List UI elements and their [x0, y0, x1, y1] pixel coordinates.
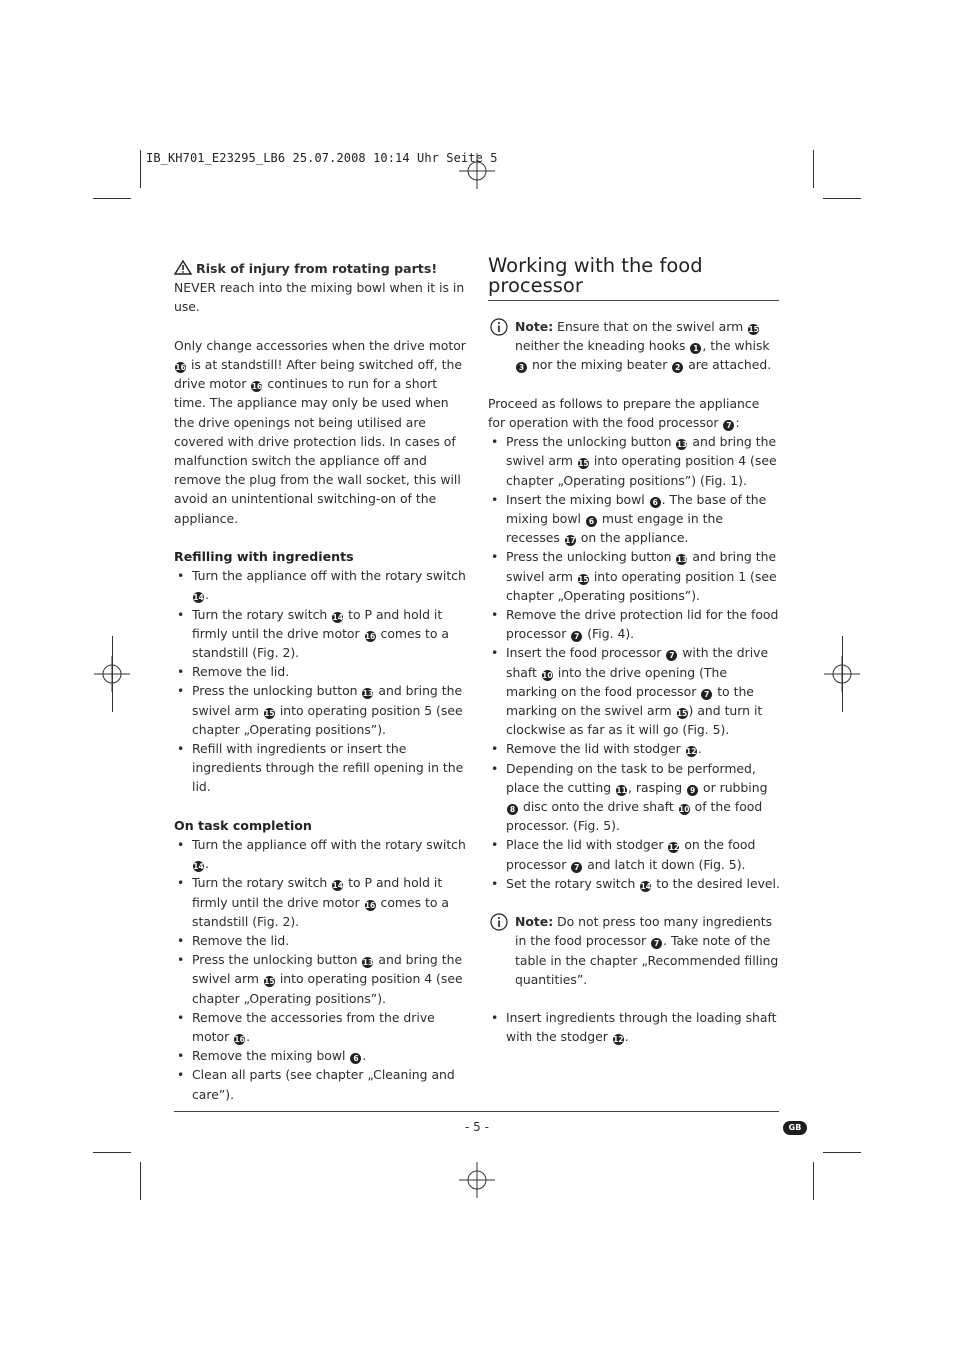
info-icon	[490, 913, 508, 931]
crop-mark	[140, 1162, 141, 1200]
intro-paragraph: Proceed as follows to prepare the appliance for operation with the food processor 7 :	[488, 395, 760, 430]
refill-list	[174, 566, 466, 796]
list-item: • Turn the rotary switch 14 to P and hold it firmly until the drive motor 16 comes to a standstill (Fig. 2).	[174, 605, 466, 663]
list-item: • Depending on the task to be performed, place the cutting 11, rasping 9 or rubbing 8 disc onto the drive shaft 10 of the food processor. (Fig. 5).	[488, 759, 780, 836]
list-item: • Insert ingredients through the loading shaft with the stodger 12.	[488, 1008, 780, 1046]
accessories-paragraph: Only change accessories when the drive motor 16 is at standstill! After being switched off, the drive motor 16 continues to run for a short time. The appliance may only be used when the drive openings not being utilised are covered with drive protection lids. In cases of malfunction switch the appliance off and remove the plug from the wall socket, this will avoid an unintentional switching-on of the appliance.	[174, 337, 466, 526]
steps-list	[488, 432, 780, 893]
crop-mark	[813, 150, 814, 188]
crop-mark	[93, 1152, 131, 1153]
list-item: • Remove the drive protection lid for the food processor 7 (Fig. 4).	[488, 605, 780, 643]
info-icon	[490, 318, 508, 336]
list-item: • Turn the appliance off with the rotary switch 14.	[174, 566, 466, 604]
footer-divider	[174, 1111, 779, 1112]
list-item: • Press the unlocking button 13 and bring the swivel arm 15 into operating position 4 (see chapter „Operating positions”) (Fig. 1).	[488, 432, 780, 490]
language-badge: GB	[783, 1121, 807, 1135]
list-item: • Turn the rotary switch 14 to P and hold it firmly until the drive motor 16 comes to a standstill (Fig. 2).	[174, 873, 466, 931]
page-title: Working with the food processor	[488, 254, 703, 297]
list-item: • Turn the appliance off with the rotary switch 14.	[174, 835, 466, 873]
crop-mark	[112, 636, 113, 712]
list-item: • Remove the lid with stodger 12.	[488, 739, 780, 758]
list-item: • Press the unlocking button 13 and bring the swivel arm 15 into operating position 4 (see chapter „Operating positions”).	[174, 950, 466, 1008]
right-column	[488, 317, 780, 1047]
crop-mark	[823, 198, 861, 199]
list-item: • Remove the lid.	[174, 662, 466, 681]
warning-text: NEVER reach into the mixing bowl when it is in use.	[174, 280, 465, 315]
list-item: • Set the rotary switch 14 to the desired level.	[488, 874, 780, 893]
crop-mark	[823, 1152, 861, 1153]
task-list	[174, 835, 466, 1104]
warning-title: Risk of injury from rotating parts!	[196, 261, 438, 276]
warning-triangle-icon	[174, 260, 192, 275]
crop-mark	[140, 150, 141, 188]
final-list	[488, 1008, 780, 1046]
list-item: • Place the lid with stodger 12 on the food processor 7 and latch it down (Fig. 5).	[488, 835, 780, 873]
list-item: • Refill with ingredients or insert the ingredients through the refill opening in the lid.	[174, 739, 466, 797]
left-column	[174, 259, 466, 1104]
warning-heading	[174, 259, 466, 278]
crop-mark	[93, 198, 131, 199]
print-slug: IB_KH701_E23295_LB6 25.07.2008 10:14 Uhr Seite 5	[146, 151, 498, 165]
list-item: • Remove the mixing bowl 6 .	[174, 1046, 466, 1065]
note-filling: Note: Do not press too many ingredients in the food processor 7 . Take note of the table in the chapter „Recommended filling quantities”.	[488, 912, 780, 989]
refill-heading: Refilling with ingredients	[174, 549, 354, 565]
page-number: - 5 -	[465, 1120, 489, 1134]
list-item: • Press the unlocking button 13 and bring the swivel arm 15 into operating position 1 (see chapter „Operating positions”).	[488, 547, 780, 605]
task-heading: On task completion	[174, 817, 312, 833]
list-item: • Clean all parts (see chapter „Cleaning and care”).	[174, 1065, 466, 1103]
registration-mark-icon	[459, 1162, 495, 1198]
list-item: • Remove the lid.	[174, 931, 466, 950]
registration-mark-icon	[459, 153, 495, 189]
crop-mark	[842, 636, 843, 712]
title-divider	[488, 300, 779, 301]
list-item: • Press the unlocking button 13 and bring the swivel arm 15 into operating position 5 (see chapter „Operating positions”).	[174, 681, 466, 739]
list-item: • Remove the accessories from the drive motor 16.	[174, 1008, 466, 1046]
note-swivel-arm: Note: Ensure that on the swivel arm 15 neither the kneading hooks 1 , the whisk 3 nor the mixing beater 2 are attached.	[488, 317, 780, 375]
list-item: • Insert the mixing bowl 6 . The base of the mixing bowl 6 must engage in the recesses 17 on the appliance.	[488, 490, 780, 548]
crop-mark	[813, 1162, 814, 1200]
list-item: • Insert the food processor 7 with the drive shaft 10 into the drive opening (The marking on the food processor 7 to the marking on the swivel arm 15) and turn it clockwise as far as it will go (Fig. 5).	[488, 643, 780, 739]
